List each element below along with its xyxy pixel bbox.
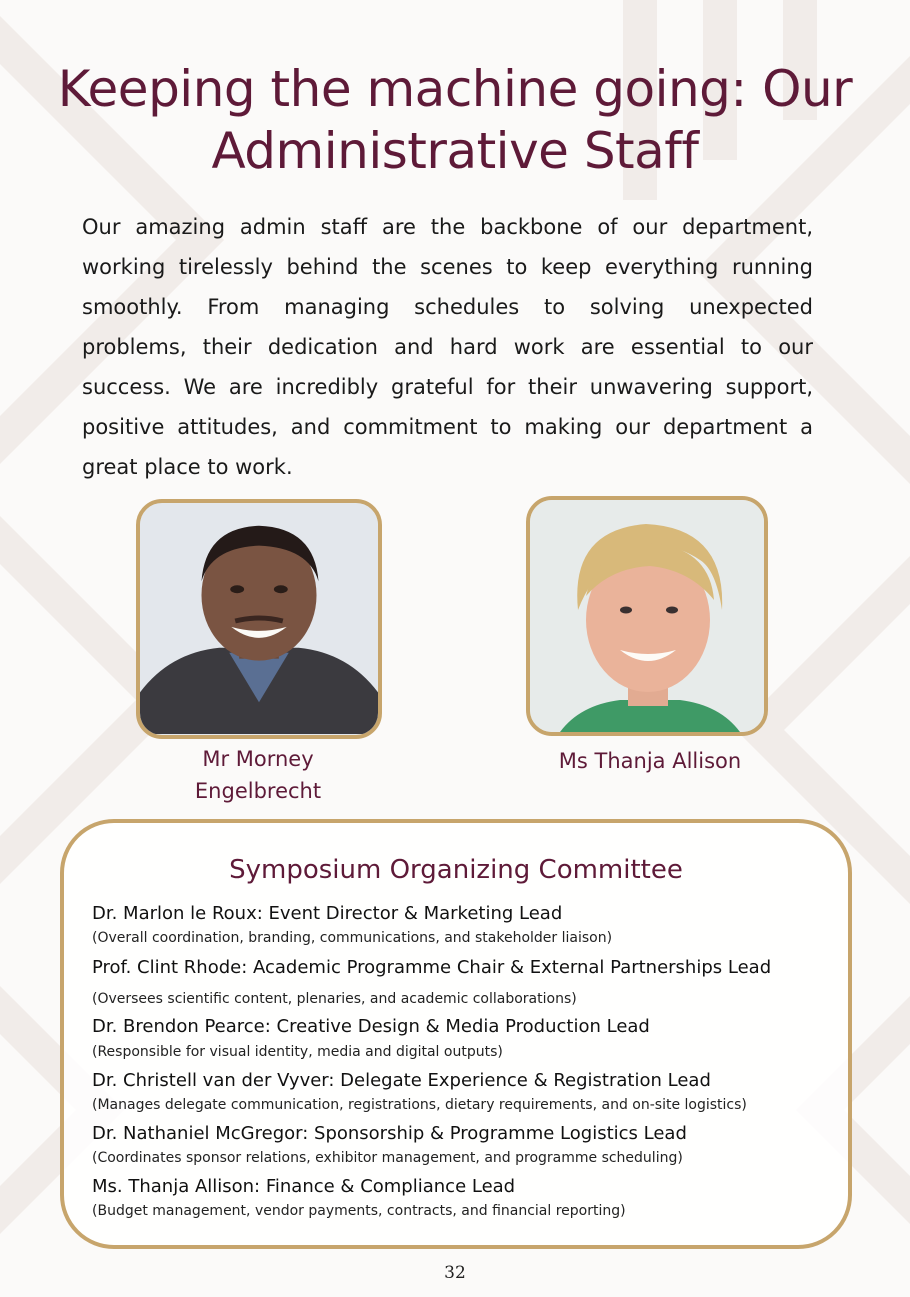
page-title: Keeping the machine going: Our Administrative Staff [57,60,853,180]
committee-member-role: (Responsible for visual identity, media and digital outputs) [92,1044,503,1060]
staff-photo-morney-engelbrecht [136,499,382,739]
portrait-man-image [140,503,378,735]
staff-name-line: Mr Morney [202,747,314,771]
committee-box [60,819,852,1249]
portrait-woman-image [530,500,764,732]
committee-member-role: (Overall coordination, branding, communications, and stakeholder liaison) [92,930,613,946]
committee-member-name: Dr. Christell van der Vyver: Delegate Experience & Registration Lead [92,1070,711,1091]
committee-member-role: (Manages delegate communication, registrations, dietary requirements, and on-site logistics) [92,1097,747,1113]
committee-title: Symposium Organizing Committee [229,855,683,885]
staff-name-line: Ms Thanja Allison [558,749,742,773]
committee-member-name: Ms. Thanja Allison: Finance & Compliance Lead [92,1176,516,1197]
staff-name-line: Engelbrecht [194,779,322,803]
page-number: 32 [444,1263,466,1283]
committee-member-name: Dr. Brendon Pearce: Creative Design & Media Production Lead [92,1016,650,1037]
staff-name-morney-engelbrecht [142,743,374,807]
staff-name-thanja-allison [520,745,780,777]
committee-member-role: (Budget management, vendor payments, contracts, and financial reporting) [92,1203,626,1219]
committee-member-name: Dr. Nathaniel McGregor: Sponsorship & Programme Logistics Lead [92,1123,687,1144]
committee-member-name: Dr. Marlon le Roux: Event Director & Marketing Lead [92,903,563,924]
committee-member-name: Prof. Clint Rhode: Academic Programme Chair & External Partnerships Lead [92,957,772,978]
committee-member-role: (Oversees scientific content, plenaries, and academic collaborations) [92,991,577,1007]
staff-photo-thanja-allison [526,496,768,736]
intro-paragraph: Our amazing admin staff are the backbone of our department, working tirelessly behind the scenes to keep everything running smoothly. From managing schedules to solving unexpected problems, their dedication and hard work are essential to our success. We are incredibly grateful for their unwavering support, positive attitudes, and commitment to making our department a great place to work. [82,215,813,479]
committee-member-role: (Coordinates sponsor relations, exhibitor management, and programme scheduling) [92,1150,683,1166]
